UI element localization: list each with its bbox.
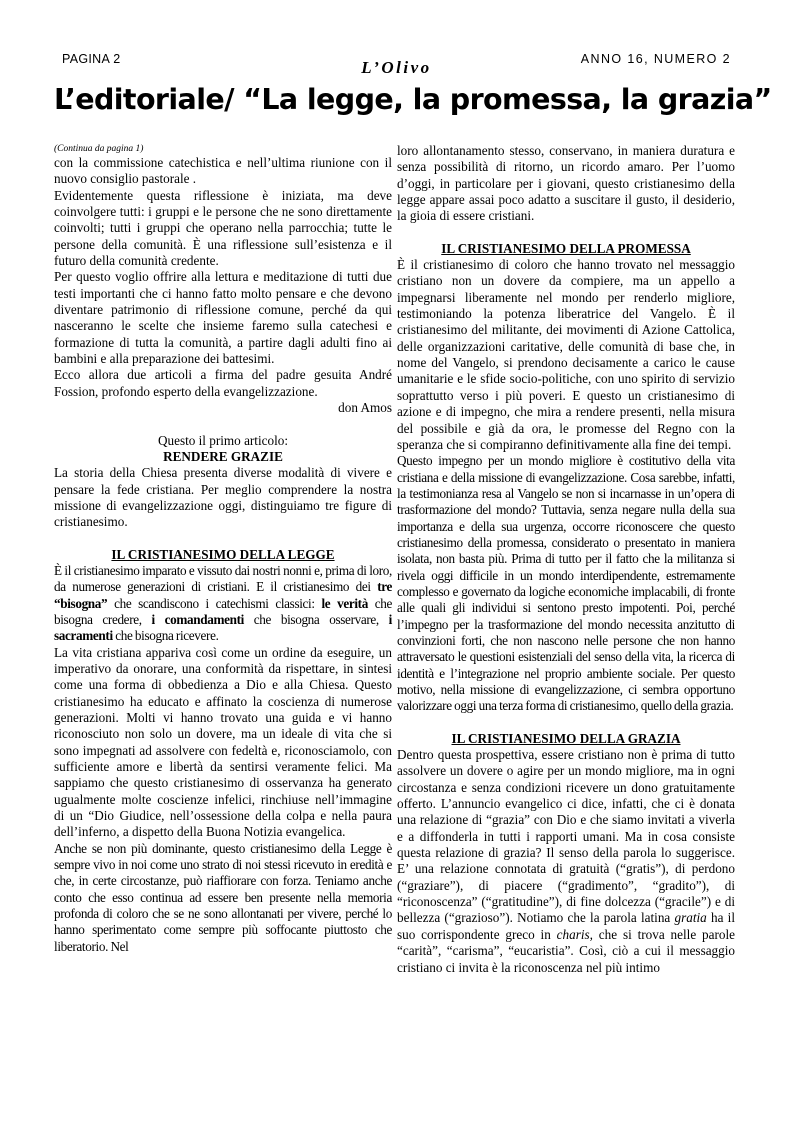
paragraph: Per questo voglio offrire alla lettura e meditazione di tutti due testi importanti che ci hanno fatto molto pensare e che devono diventare patrimonio di riflessione comune, perché da qui nasceranno le scelte che insieme faremo sulla catechesi e formazione di tutta la comunità, a partire dagli adulti fino ai bambini e alla preparazione dei battesimi.	[54, 269, 392, 367]
masthead: L’Olivo	[361, 58, 432, 77]
section-heading: IL CRISTIANESIMO DELLA PROMESSA	[441, 240, 691, 256]
intro-line: Questo il primo articolo:	[157, 432, 289, 448]
text-span: che bisogna osservare,	[243, 611, 389, 627]
bold-text: le verità	[321, 595, 368, 611]
text-span: ha il suo corrispondente greco in	[397, 910, 735, 942]
subtitle: RENDERE GRAZIE	[163, 448, 283, 464]
paragraph: Anche se non più dominante, questo cristianesimo della Legge è sempre vivo in noi come uno strato di noi stessi ricevuto in eredità e che, in certe circostanze, può riaffiorare con forza. Teniamo anche conto che esso continua ad essere ben presente nella memoria profonda di coloro che se ne sono allontanati per vivere, perché lo hanno sperimentato come sempre più soffocante piuttosto che liberatorio. Nel	[54, 840, 392, 954]
italic-text: charis,	[556, 926, 593, 942]
signature: don Amos	[338, 400, 392, 416]
section-heading: IL CRISTIANESIMO DELLA LEGGE	[111, 546, 335, 562]
page-number: PAGINA 2	[62, 52, 121, 66]
continuation-note: (Continua da pagina 1)	[54, 144, 144, 154]
paragraph: con la commissione catechistica e nell’ultima riunione con il nuovo consiglio pastorale .	[54, 155, 392, 187]
paragraph: Ecco allora due articoli a firma del padre gesuita André Fossion, profondo esperto della evangelizzazione.	[54, 367, 392, 399]
paragraph: loro allontanamento stesso, conservano, in maniera duratura e senza possibilità di ritorno, un ricordo amaro. Per l’uomo d’oggi, in particolare per i giovani, questo cristianesimo della legge appare assai poco adatto a suscitare il gusto, il desiderio, la gioia di essere cristiani.	[397, 143, 735, 224]
italic-text: gratia	[674, 910, 707, 926]
paragraph	[397, 747, 735, 976]
bold-text: i sacramenti	[54, 611, 392, 644]
paragraph: La storia della Chiesa presenta diverse modalità di vivere e pensare la fede cristiana. Per meglio comprendere la nostra missione di evangelizzazione oggi, distinguiamo tre figure di cristianesimo.	[54, 465, 392, 530]
text-span: È il cristianesimo imparato e vissuto dai nostri nonni e, prima di loro, da numerose generazioni di cristiani. E il cristianesimo dei	[54, 562, 392, 595]
section-heading: IL CRISTIANESIMO DELLA GRAZIA	[451, 730, 681, 746]
left-column	[54, 143, 392, 955]
paragraph	[54, 563, 392, 645]
text-span: che si trova nelle parole “carità”, “carisma”, “eucaristia”. Così, ciò a cui il messaggio cristiano ci invita è la riconoscenza nel più intimo	[397, 926, 735, 975]
paragraph: Evidentemente questa riflessione è iniziata, ma deve coinvolgere tutti: i gruppi e le persone che ne sono direttamente coinvolti; tutti i gruppi che operano nella parrocchia; tutte le persone della comunità. È una riflessione sull’esistenza e il futuro della comunità credente.	[54, 187, 392, 269]
text-span: che bisogna credere,	[54, 595, 392, 627]
bold-text: i comandamenti	[151, 611, 244, 627]
paragraph: La vita cristiana appariva così come un ordine da eseguire, un imperativo da onorare, una conformità da rispettare, in sintesi come una forma di obbedienza a Dio e alla Chiesa. Questo cristianesimo ha educato e affinato la coscienza di numerose generazioni. Molti vi hanno trovato una guida e vi hanno riconosciuto non solo un dovere, ma un ideale di vita che si sono impegnati ad assolvere con fedeltà e, riconosciamolo, con sufficiente amore e libertà da sentirsi veramente felici. Ma sappiamo che questo cristianesimo di osservanza ha generato ugualmente molte coscienze infelici, rinchiuse nell’immagine di un “Dio Giudice, nell’ossessione della colpa e nella paura dell’inferno, a dispetto della Buona Notizia evangelica.	[54, 644, 392, 840]
issue-number: ANNO 16, NUMERO 2	[580, 52, 731, 66]
spacer	[54, 417, 392, 433]
bold-text: tre “bisogna”	[54, 579, 392, 611]
text-span: che scandiscono i catechismi classici:	[107, 595, 322, 611]
article-title: L’editoriale/ “La legge, la promessa, la grazia”	[54, 83, 772, 116]
text-span: Dentro questa prospettiva, essere cristiano non è prima di tutto assolvere un dovere o agire per un mondo migliore, ma in ogni circostanza e senza condizioni ricevere un dono gratuitamente offerto. L’annuncio evangelico ci dice, infatti, che ci è donata una relazione di “grazia” con Dio e che siamo invitati a viverla e a diffonderla in tutti i rapporti umani. Ma in cosa consiste questa relazione di grazia? Il senso della parola lo suggerisce. E’ una relazione connotata di gratuità (“gratis”), di perdono (“graziare”), di piacere (“gradimento”, “gradito”), di “riconoscenza” (“gratitudine”), di fine dolcezza (“gracile”) e di bellezza (“grazioso”). Notiamo che la parola latina	[397, 747, 735, 926]
right-column	[397, 143, 735, 976]
text-span: che bisogna ricevere.	[112, 628, 219, 644]
paragraph: È il cristianesimo di coloro che hanno trovato nel messaggio cristiano non un dovere da compiere, ma un appello a impegnarsi liberamente nel mondo per renderlo migliore, testimoniando la potenza liberatrice del Vangelo. È il cristianesimo del militante, dei movimenti di Azione Cattolica, delle organizzazioni caritative, delle comunità di base che, in nome del Vangelo, si prendono decisamente a carico le cause umanitarie e le sfide socio-politiche, con uno spirito di servizio soprattutto verso i più poveri. E questo un cristianesimo di azione e di impegno, che mira a rendere presenti, nella misura del possibile e già da ora, le promesse del Regno con la speranza che si compiranno definitivamente alla fine dei tempi.	[397, 257, 735, 452]
paragraph: Questo impegno per un mondo migliore è costitutivo della vita cristiana e della missione di evangelizzazione. Cosa sarebbe, infatti, la testimonianza resa al Vangelo se non si incarnasse in un’opera di trasformazione del mondo? Tuttavia, senza negare nulla della sua importanza e della sua urgenza, occorre riconoscere che questo cristianesimo della promessa, considerato o presentato in maniera isolata, non basta più. Prima di tutto per il fatto che la militanza si rivela oggi difficile in un mondo interdipendente, estremamente complesso e governato da logiche economiche implacabili, di fronte alle quali gli individui si sentono presto impotenti. Poi, perché l’impegno per la trasformazione del mondo necessita anzitutto di convinzioni forti, che non nascono nelle persone che non hanno attraversato le questioni esistenziali del senso della vita, la ricerca di identità e l’integrazione nel proprio ambiente sociale. Per questo motivo, nella missione di evangelizzazione, ci sembra opportuno valorizzare oggi una terza forma di cristianesimo, quello della grazia.	[397, 453, 735, 714]
